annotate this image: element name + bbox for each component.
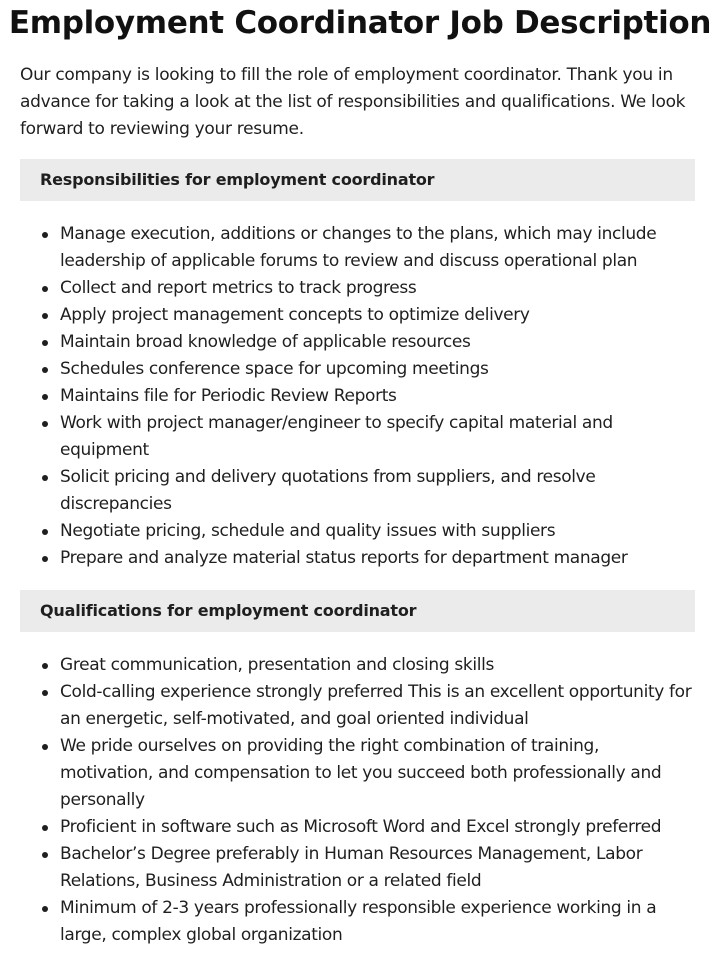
page-title: Employment Coordinator Job Description [8, 5, 712, 41]
responsibilities-list [20, 221, 695, 572]
qualification-item: Bachelor’s Degree preferably in Human Resources Management, Labor Relations, Business Administration or a related field [60, 841, 695, 895]
qualification-item: Minimum of 2-3 years professionally responsible experience working in a large, complex global organization [60, 895, 695, 949]
responsibility-item: Work with project manager/engineer to specify capital material and equipment [60, 410, 695, 464]
qualification-item: Cold-calling experience strongly preferred This is an excellent opportunity for an energetic, self-motivated, and goal oriented individual [60, 679, 695, 733]
qualification-item: We pride ourselves on providing the right combination of training, motivation, and compensation to let you succeed both professionally and personally [60, 733, 695, 814]
responsibilities-heading: Responsibilities for employment coordinator [20, 159, 695, 201]
qualifications-heading: Qualifications for employment coordinator [20, 590, 695, 632]
qualifications-list [20, 652, 695, 949]
intro-paragraph: Our company is looking to fill the role of employment coordinator. Thank you in advance for taking a look at the list of responsibilities and qualifications. We look forward to reviewing your resume. [20, 65, 686, 139]
qualification-item: Great communication, presentation and closing skills [60, 652, 695, 679]
responsibility-item: Apply project management concepts to optimize delivery [60, 302, 695, 329]
responsibility-item: Solicit pricing and delivery quotations from suppliers, and resolve discrepancies [60, 464, 695, 518]
responsibility-item: Schedules conference space for upcoming meetings [60, 356, 695, 383]
qualification-item: Proficient in software such as Microsoft Word and Excel strongly preferred [60, 814, 695, 841]
responsibility-item: Prepare and analyze material status reports for department manager [60, 545, 695, 572]
responsibility-item: Manage execution, additions or changes to the plans, which may include leadership of applicable forums to review and discuss operational plan [60, 221, 695, 275]
responsibility-item: Collect and report metrics to track progress [60, 275, 695, 302]
responsibility-item: Negotiate pricing, schedule and quality issues with suppliers [60, 518, 695, 545]
responsibility-item: Maintain broad knowledge of applicable resources [60, 329, 695, 356]
responsibility-item: Maintains file for Periodic Review Reports [60, 383, 695, 410]
